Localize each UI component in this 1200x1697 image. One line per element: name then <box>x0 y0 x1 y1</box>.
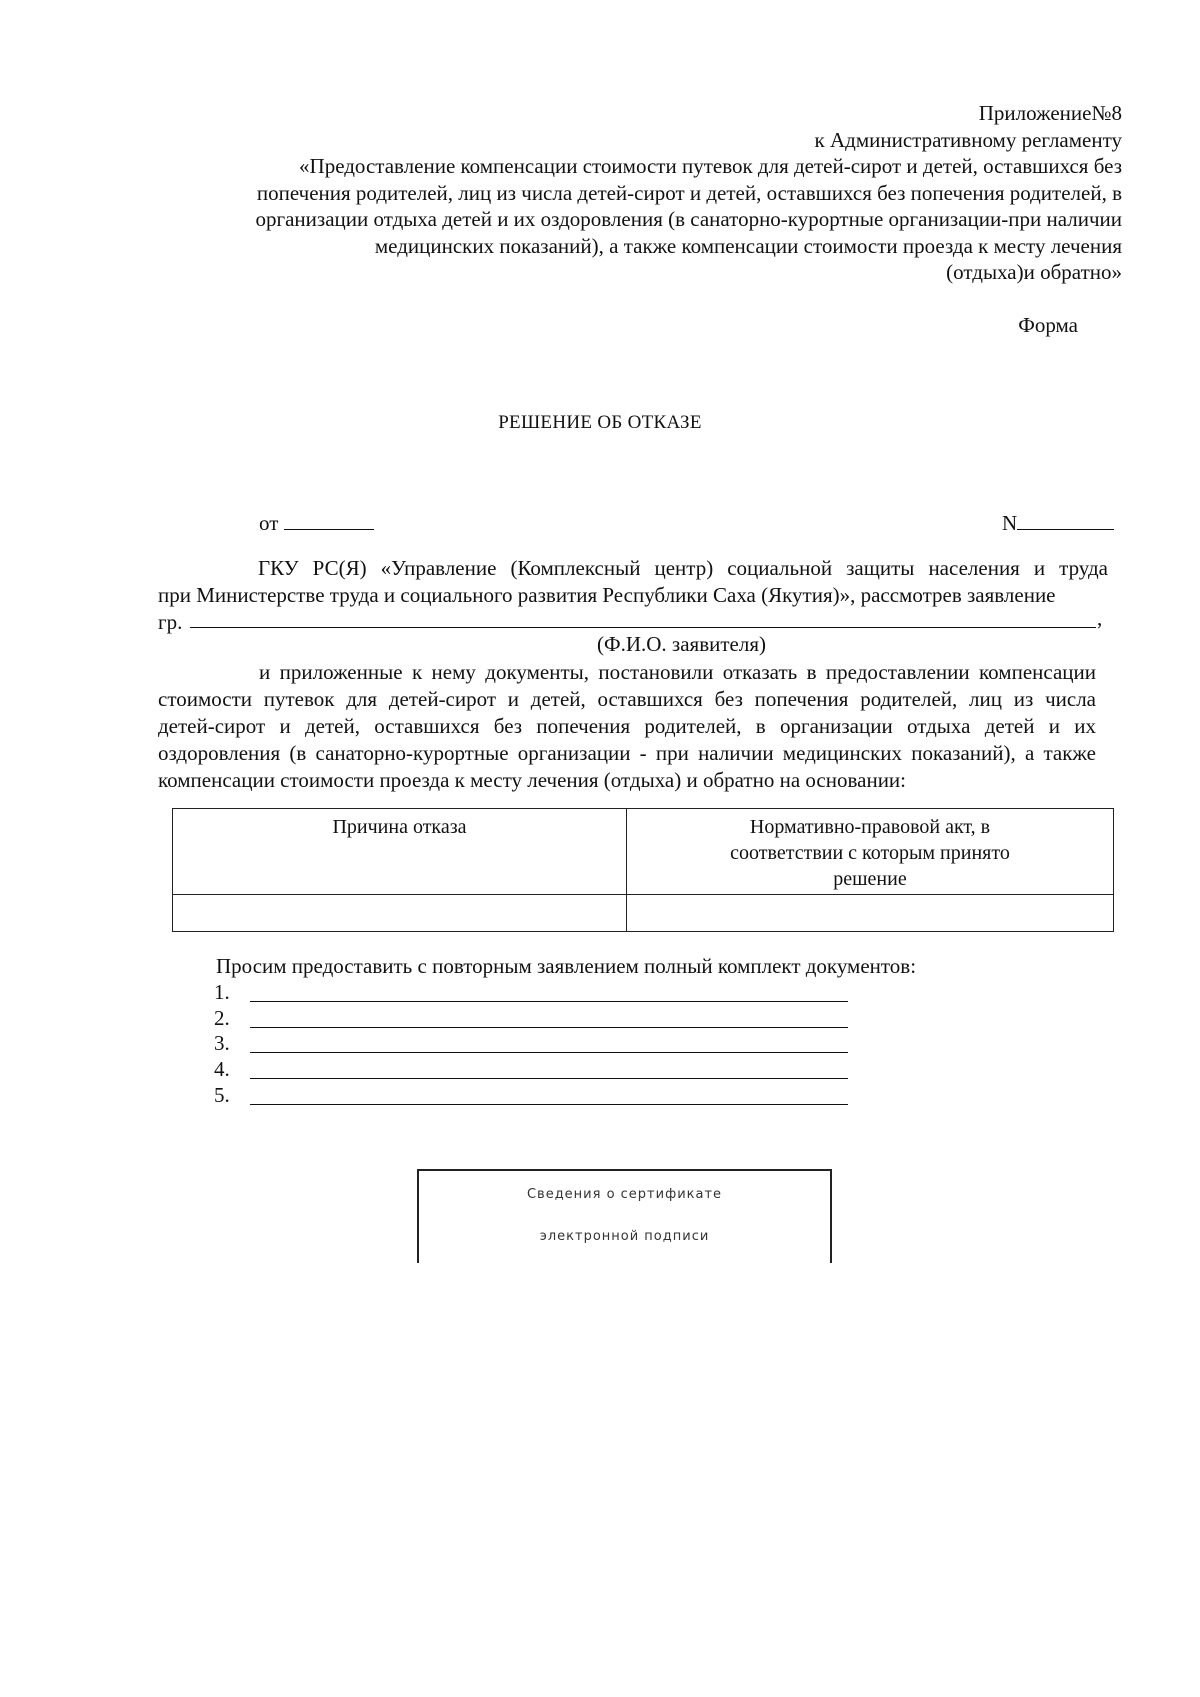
number-blank-line <box>1017 512 1114 530</box>
intro-line-2: при Министерстве труда и социального развития Республики Саха (Якутия)», рассмотрев заявление <box>158 583 1056 607</box>
number-field <box>1002 511 1114 536</box>
list-item-number: 3. <box>214 1031 230 1056</box>
document-title: РЕШЕНИЕ ОБ ОТКАЗЕ <box>498 412 702 433</box>
signature-box-corner-right <box>830 1257 832 1263</box>
decision-paragraph <box>158 659 1096 794</box>
appendix-number: Приложение№8 <box>978 101 1122 125</box>
legal-act-header-line-2: соответствии с которым принято <box>730 842 1010 864</box>
list-item-blank-line <box>250 1078 848 1079</box>
date-prefix: от <box>259 511 279 535</box>
appendix-regulation-title-2: попечения родителей, лиц из числа детей-сирот и детей, оставшихся без попечения родителей, в <box>256 180 1122 205</box>
signature-box-line-2: электронной подписи <box>539 1229 710 1244</box>
applicant-fio-caption: (Ф.И.О. заявителя) <box>597 632 766 656</box>
list-item-number: 2. <box>214 1005 230 1030</box>
list-item-number: 1. <box>214 980 230 1004</box>
decision-line-4: оздоровления (в санаторно-курортные организации - при наличии медицинских показаний), а также <box>158 741 1096 765</box>
list-item-blank-line <box>250 1027 848 1028</box>
appendix-regulation-title-1: «Предоставление компенсации стоимости путевок для детей-сирот и детей, оставшихся без <box>299 154 1122 178</box>
list-item-number: 4. <box>214 1057 230 1082</box>
list-item-blank-line <box>250 1001 848 1002</box>
date-blank-line <box>284 512 374 530</box>
legal-act-header-line-3: решение <box>833 868 907 890</box>
appendix-regulation-title-5: (отдыха)и обратно» <box>946 260 1122 284</box>
list-item-blank-line <box>250 1104 848 1105</box>
decision-line-1: и приложенные к нему документы, постановили отказать в предоставлении компенсации <box>259 660 1096 684</box>
legal-act-header <box>627 809 1114 895</box>
applicant-comma: , <box>1097 606 1103 630</box>
appendix-regulation-title-3: организации отдыха детей и их оздоровления (в санаторно-курортные организации-при наличии <box>255 207 1122 231</box>
refusal-reason-cell <box>173 895 627 932</box>
decision-line-5: компенсации стоимости проезда к месту лечения (отдыха) и обратно на основании: <box>158 768 907 792</box>
list-item-blank-line <box>250 1052 848 1053</box>
applicant-name-line <box>190 627 1096 628</box>
decision-line-2: стоимости путевок для детей-сирот и детей, оставшихся без попечения родителей, лиц из числа <box>158 687 1096 711</box>
refusal-reasons-table <box>172 808 1114 932</box>
refusal-reason-header: Причина отказа <box>173 809 627 895</box>
applicant-gr-label: гр. <box>158 610 183 634</box>
appendix-header <box>162 100 1122 286</box>
legal-act-header-line-1: Нормативно-правовой акт, в <box>749 816 991 838</box>
signature-box-line-1: Сведения о сертификате <box>526 1187 723 1202</box>
electronic-signature-box <box>417 1169 832 1261</box>
intro-line-1: ГКУ РС(Я) «Управление (Комплексный центр) социальной защиты населения и труда <box>258 556 1108 580</box>
list-item-number: 5. <box>214 1082 230 1107</box>
legal-act-cell <box>627 895 1114 932</box>
documents-request: Просим предоставить с повторным заявлением полный комплект документов: <box>216 954 917 978</box>
form-label: Форма <box>1018 313 1078 337</box>
signature-box-corner-left <box>417 1257 419 1263</box>
number-prefix: N <box>1002 511 1018 535</box>
appendix-regulation-ref: к Административному регламенту <box>814 127 1122 152</box>
appendix-regulation-title-4: медицинских показаний), а также компенсации стоимости проезда к месту лечения <box>374 233 1122 258</box>
decision-line-3: детей-сирот и детей, оставшихся без попечения родителей, в организации отдыха детей и их <box>158 714 1096 738</box>
date-field <box>259 511 374 536</box>
table-row <box>173 895 1114 932</box>
table-header-row <box>173 809 1114 895</box>
intro-paragraph <box>158 555 1108 636</box>
